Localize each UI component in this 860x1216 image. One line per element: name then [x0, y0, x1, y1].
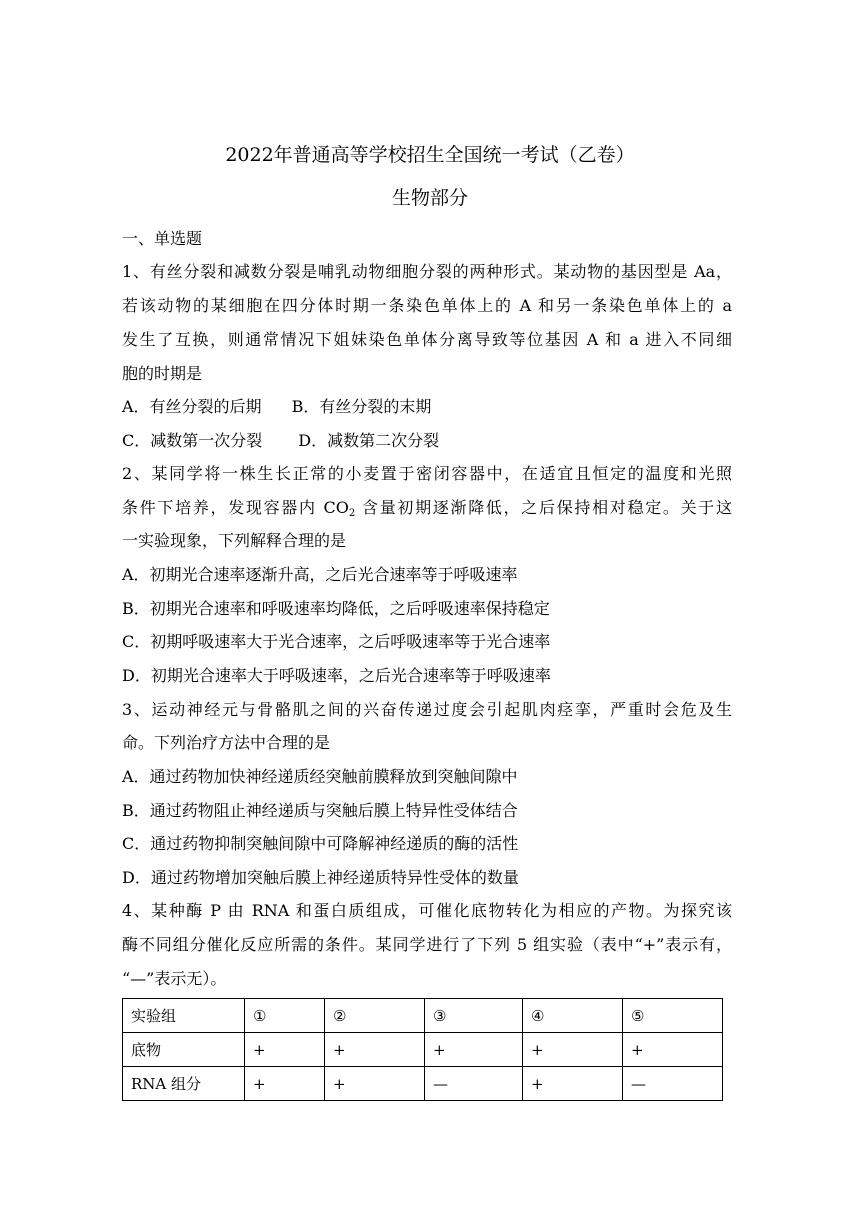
table-cell: + [325, 1033, 425, 1067]
question-text-line: 2、某同学将一株生长正常的小麦置于密闭容器中，在适宜且恒定的温度和光照 [122, 464, 732, 483]
question-text-line: 命。下列治疗方法中合理的是 [122, 733, 331, 752]
table-cell: + [623, 1033, 723, 1067]
question-text-segment: 条件下培养，发现容器内 CO [122, 498, 349, 517]
table-cell: + [523, 1067, 623, 1101]
section-heading: 一、单选题 [122, 229, 203, 248]
option-b: B．通过药物阻止神经递质与突触后膜上特异性受体结合 [122, 801, 518, 820]
table-row [123, 1067, 723, 1101]
option-c: C．减数第一次分裂 [122, 431, 263, 450]
table-cell: 底物 [123, 1033, 245, 1067]
table-cell: + [245, 1067, 325, 1101]
table-cell: — [425, 1067, 523, 1101]
option-c: C．通过药物抑制突触间隙中可降解神经递质的酶的活性 [122, 834, 519, 853]
table-cell: + [245, 1033, 325, 1067]
option-row [122, 397, 431, 417]
question-text-line: 1、有丝分裂和减数分裂是哺乳动物细胞分裂的两种形式。某动物的基因型是 Aa， [122, 262, 732, 281]
question-text-line: “—”表示无）。 [122, 969, 227, 988]
question-text-line: 胞的时期是 [122, 364, 203, 383]
table-cell: — [623, 1067, 723, 1101]
exam-subtitle: 生物部分 [391, 187, 468, 209]
option-d: D．减数第二次分裂 [298, 431, 440, 450]
table-cell: + [425, 1033, 523, 1067]
table-cell: ④ [523, 999, 623, 1033]
question-text-segment: 含量初期逐渐降低，之后保持相对稳定。关于这 [355, 498, 732, 517]
option-a: A．通过药物加快神经递质经突触前膜释放到突触间隙中 [122, 767, 518, 786]
table-cell: ① [245, 999, 325, 1033]
question-text-line: 3、运动神经元与骨骼肌之间的兴奋传递过度会引起肌肉痉挛，严重时会危及生 [122, 700, 732, 719]
option-a: A．初期光合速率逐渐升高，之后光合速率等于呼吸速率 [122, 565, 518, 584]
question-text-line: 发生了互换，则通常情况下姐妹染色单体分离导致等位基因 A 和 a 进入不同细 [122, 330, 732, 349]
question-text-line: 4、某种酶 P 由 RNA 和蛋白质组成，可催化底物转化为相应的产物。为探究该 [122, 901, 732, 920]
table-cell: ③ [425, 999, 523, 1033]
question-text-line: 若该动物的某细胞在四分体时期一条染色单体上的 A 和另一条染色单体上的 a [122, 296, 732, 315]
option-d: D．初期光合速率大于呼吸速率，之后光合速率等于呼吸速率 [122, 666, 551, 685]
experiment-table [122, 998, 723, 1101]
table-row [123, 999, 723, 1033]
option-d: D．通过药物增加突触后膜上神经递质特异性受体的数量 [122, 868, 519, 887]
option-c: C．初期呼吸速率大于光合速率，之后呼吸速率等于光合速率 [122, 632, 551, 651]
option-b: B．有丝分裂的末期 [291, 397, 432, 416]
exam-title: 2022年普通高等学校招生全国统一考试（乙卷） [225, 144, 635, 166]
table-cell: + [523, 1033, 623, 1067]
table-cell: 实验组 [123, 999, 245, 1033]
question-text-line: 酶不同组分催化反应所需的条件。某同学进行了下列 5 组实验（表中“+”表示有， [122, 935, 732, 954]
option-b: B．初期光合速率和呼吸速率均降低，之后呼吸速率保持稳定 [122, 599, 550, 618]
question-text-line: 一实验现象，下列解释合理的是 [122, 531, 347, 550]
table-cell: ② [325, 999, 425, 1033]
option-row [122, 431, 439, 451]
subscript: 2 [348, 508, 356, 519]
table-cell: ⑤ [623, 999, 723, 1033]
option-a: A．有丝分裂的后期 [122, 397, 262, 416]
table-cell: + [325, 1067, 425, 1101]
table-row [123, 1033, 723, 1067]
table-cell: RNA 组分 [123, 1067, 245, 1101]
question-text-line [122, 498, 732, 518]
